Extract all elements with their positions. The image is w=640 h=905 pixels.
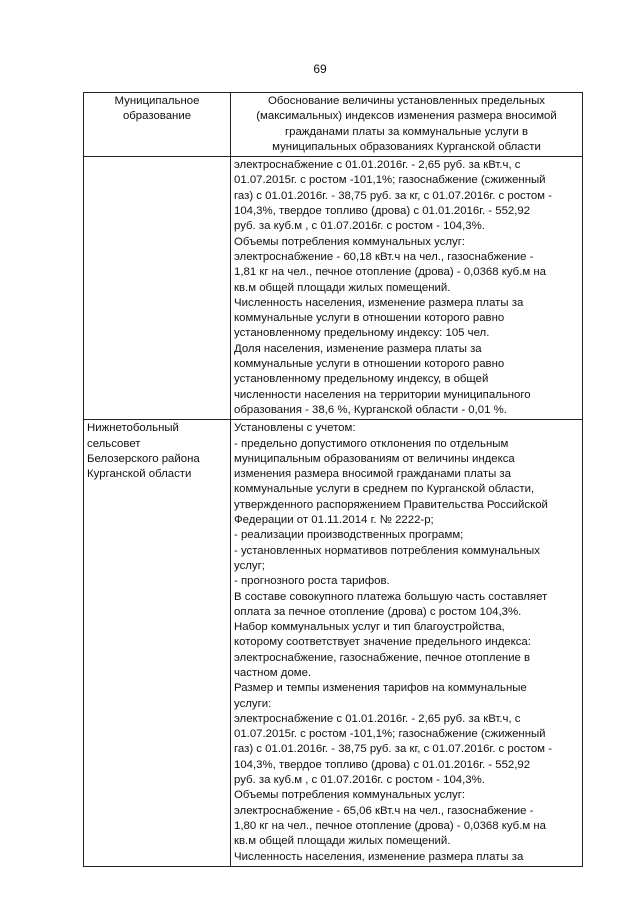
header-municipality bbox=[84, 93, 231, 157]
header-col1-line: образование bbox=[122, 110, 192, 123]
text-line: утвержденного распоряжением Правительства Российской bbox=[234, 498, 548, 511]
table-row bbox=[84, 157, 583, 420]
municipality-line: сельсовет bbox=[87, 437, 141, 450]
text-line: установленному предельному индексу, в общей bbox=[234, 373, 489, 386]
text-line: Доля населения, изменение размера платы за bbox=[234, 342, 482, 355]
text-line: изменения размера вносимой гражданами платы за bbox=[234, 468, 511, 481]
text-line: Численность населения, изменение размера платы за bbox=[234, 850, 524, 863]
text-line: коммунальные услуги в отношении которого равно bbox=[234, 358, 505, 371]
text-line: - установленных нормативов потребления коммунальных bbox=[234, 544, 540, 557]
text-line: Установлены с учетом: bbox=[234, 422, 356, 435]
row2-justification bbox=[231, 420, 583, 867]
text-line: электроснабжение с 01.01.2016г. - 2,65 руб. за кВт.ч, с bbox=[234, 712, 521, 725]
text-line: муниципальным образованиям от величины индекса bbox=[234, 452, 515, 465]
text-line: электроснабжение - 65,06 кВт.ч на чел., газоснабжение - bbox=[234, 804, 534, 817]
header-col1-line: Муниципальное bbox=[114, 95, 200, 107]
header-col2-line: муниципальных образованиях Курганской области bbox=[272, 140, 541, 153]
text-line: Размер и темпы изменения тарифов на коммунальные bbox=[234, 682, 527, 695]
text-line: 01.07.2015г. с ростом -101,1%; газоснабжение (сжиженный bbox=[234, 728, 546, 741]
text-line: коммунальные услуги в среднем по Курганской области, bbox=[234, 483, 535, 496]
text-line: 1,80 кг на чел., печное отопление (дрова) - 0,0368 куб.м на bbox=[234, 819, 546, 832]
table-header-row bbox=[84, 93, 583, 157]
text-line: электроснабжение - 60,18 кВт.ч на чел., газоснабжение - bbox=[234, 250, 534, 263]
row1-justification bbox=[231, 157, 583, 420]
text-line: 01.07.2015г. с ростом -101,1%; газоснабжение (сжиженный bbox=[234, 174, 546, 187]
text-line: 1,81 кг на чел., печное отопление (дрова) - 0,0368 куб.м на bbox=[234, 266, 546, 279]
header-col2-line: (максимальных) индексов изменения размера вносимой bbox=[256, 110, 557, 123]
text-line: В составе совокупного платежа большую часть составляет bbox=[234, 590, 548, 603]
text-line: услуги: bbox=[234, 697, 272, 710]
text-line: кв.м общей площади жилых помещений. bbox=[234, 835, 451, 848]
header-col2-line: гражданами платы за коммунальные услуги в bbox=[284, 125, 529, 138]
text-line: 104,3%, твердое топливо (дрова) с 01.01.2016г. - 552,92 bbox=[234, 205, 531, 218]
text-line: Набор коммунальных услуг и тип благоустройства, bbox=[234, 621, 505, 634]
text-line: газ) с 01.01.2016г. - 38,75 руб. за кг, с 01.07.2016г. с ростом - bbox=[234, 189, 552, 202]
text-line: - прогнозного роста тарифов. bbox=[234, 575, 390, 588]
text-line: коммунальные услуги в отношении которого равно bbox=[234, 312, 505, 325]
text-line: услуг; bbox=[234, 559, 265, 572]
municipality-line: Курганской области bbox=[87, 468, 192, 481]
text-line: руб. за куб.м , с 01.07.2016г. с ростом - 104,3%. bbox=[234, 774, 485, 787]
text-line: Федерации от 01.11.2014 г. № 2222-р; bbox=[234, 514, 434, 527]
text-line: Объемы потребления коммунальных услуг: bbox=[234, 235, 466, 248]
text-line: - предельно допустимого отклонения по отдельным bbox=[234, 437, 509, 450]
text-line: оплата за печное отопление (дрова) с ростом 104,3%. bbox=[234, 605, 522, 618]
header-col2-line: Обоснование величины установленных предельных bbox=[268, 95, 545, 107]
municipality-line: Нижнетобольный bbox=[87, 422, 179, 435]
text-line: руб. за куб.м , с 01.07.2016г. с ростом - 104,3%. bbox=[234, 220, 485, 233]
header-justification bbox=[231, 93, 583, 157]
row2-municipality bbox=[84, 420, 231, 867]
text-line: установленному предельному индексу: 105 чел. bbox=[234, 327, 490, 340]
text-line: численности населения на территории муниципального bbox=[234, 388, 531, 401]
text-line: газ) с 01.01.2016г. - 38,75 руб. за кг, с 01.07.2016г. с ростом - bbox=[234, 743, 552, 756]
row1-municipality bbox=[84, 157, 231, 420]
text-line: электроснабжение, газоснабжение, печное отопление в bbox=[234, 651, 531, 664]
indices-table bbox=[83, 92, 583, 867]
text-line: Численность населения, изменение размера платы за bbox=[234, 296, 524, 309]
text-line: которому соответствует значение предельного индекса: bbox=[234, 636, 531, 649]
table-row bbox=[84, 420, 583, 867]
text-line: частном доме. bbox=[234, 666, 312, 679]
text-line: образования - 38,6 %, Курганской области - 0,01 %. bbox=[234, 403, 507, 416]
page-number: 69 bbox=[313, 62, 327, 76]
text-line: - реализации производственных программ; bbox=[234, 529, 464, 542]
text-line: кв.м общей площади жилых помещений. bbox=[234, 281, 451, 294]
text-line: Объемы потребления коммунальных услуг: bbox=[234, 789, 466, 802]
municipality-line: Белозерского района bbox=[87, 452, 200, 465]
text-line: электроснабжение с 01.01.2016г. - 2,65 руб. за кВт.ч, с bbox=[234, 159, 521, 172]
text-line: 104,3%, твердое топливо (дрова) с 01.01.2016г. - 552,92 bbox=[234, 758, 531, 771]
